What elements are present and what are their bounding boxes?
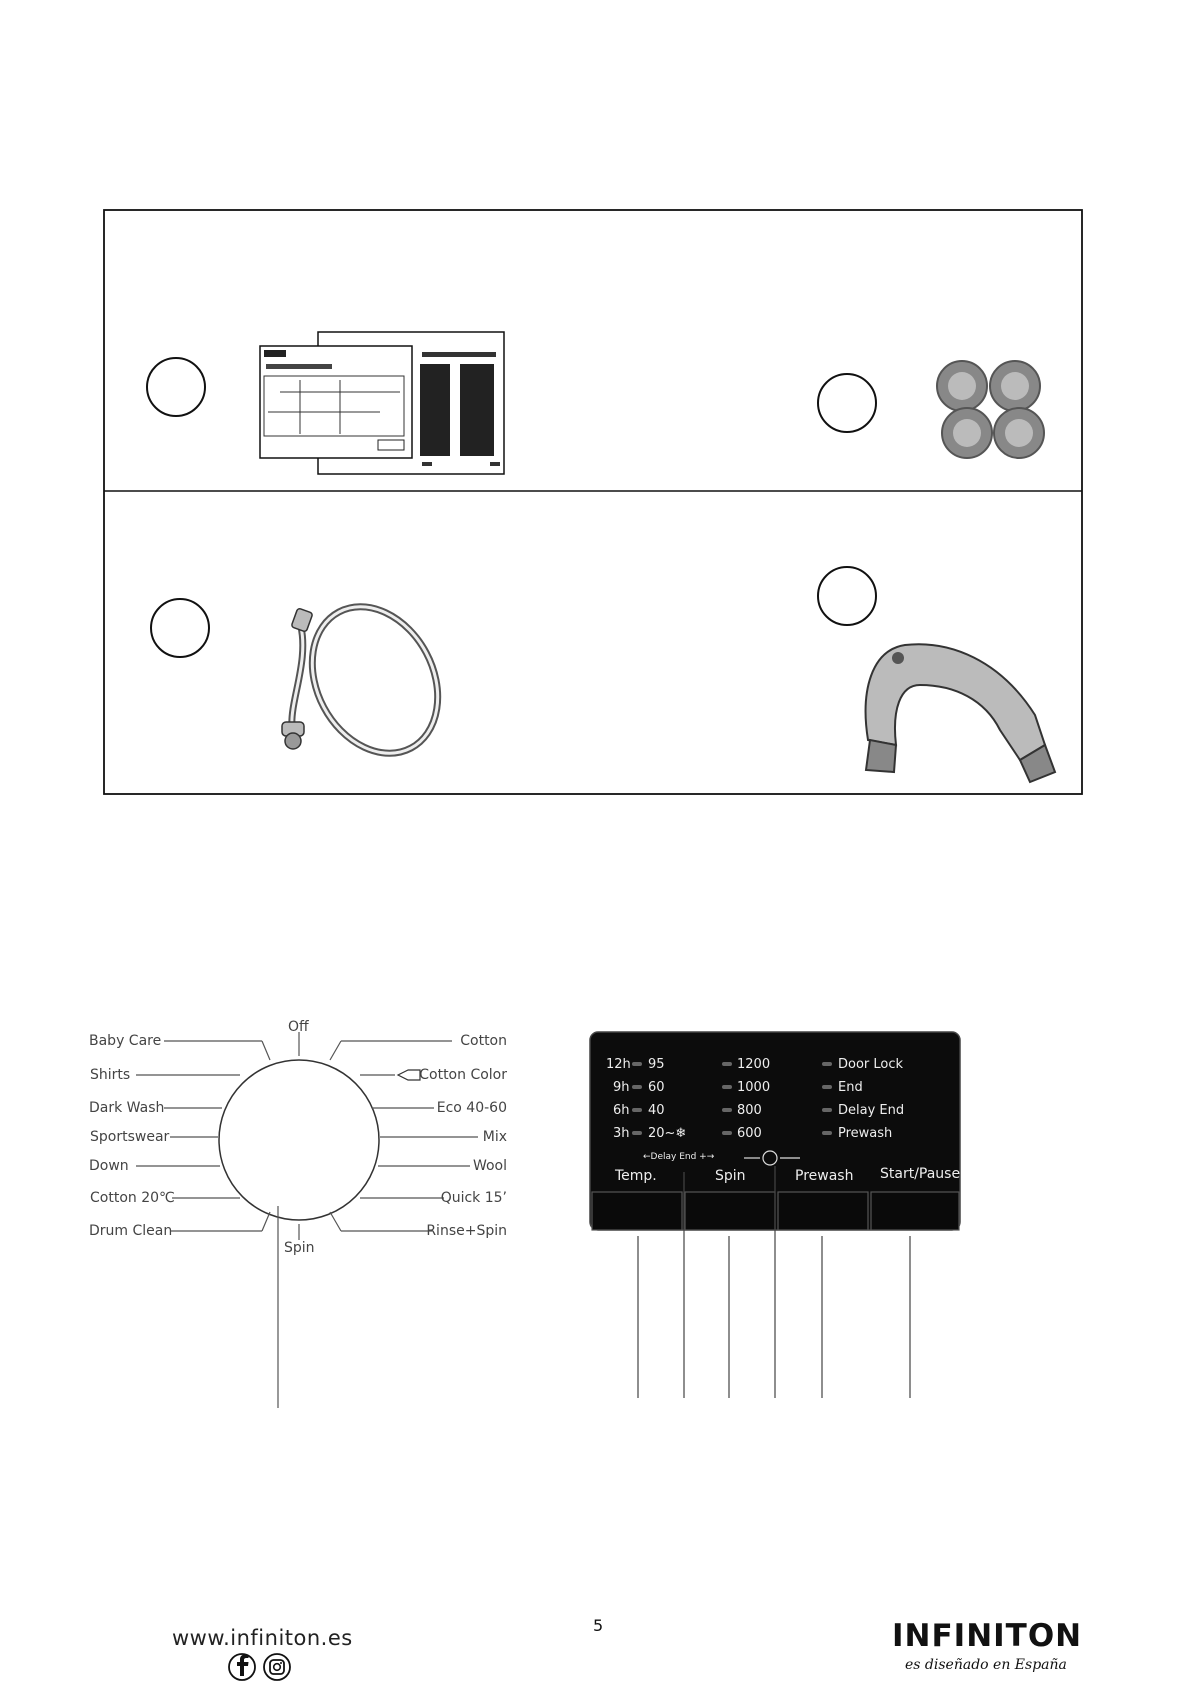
program-rinse-spin: Rinse+Spin: [426, 1223, 507, 1239]
delay-9h: 9h: [613, 1080, 630, 1095]
program-mix: Mix: [482, 1129, 507, 1145]
indicator-delay-end: Delay End: [838, 1103, 905, 1118]
dial-off-label: Off: [288, 1019, 309, 1035]
delay-12h: 12h: [606, 1057, 631, 1072]
prewash-button-label[interactable]: Prewash: [795, 1168, 854, 1184]
program-sportswear: Sportswear: [90, 1129, 170, 1145]
brand-logo: INFINITON: [892, 1618, 1083, 1654]
program-cotton-color: Cotton Color: [419, 1067, 507, 1083]
program-cotton: Cotton: [460, 1033, 507, 1049]
page-number: 5: [593, 1616, 604, 1635]
indicator-prewash: Prewash: [838, 1126, 893, 1141]
temp-40: 40: [648, 1103, 665, 1118]
spin-button-label[interactable]: Spin: [715, 1168, 746, 1184]
instagram-icon[interactable]: [264, 1654, 290, 1680]
delay-3h: 3h: [613, 1126, 630, 1141]
program-wool: Wool: [472, 1158, 507, 1174]
spin-1000: 1000: [737, 1080, 771, 1095]
delay-6h: 6h: [613, 1103, 630, 1118]
program-cotton-20: Cotton 20℃: [90, 1190, 175, 1206]
program-dark-wash: Dark Wash: [89, 1100, 165, 1116]
dial-spin-label: Spin: [284, 1240, 315, 1256]
brand-tagline: es diseñado en España: [905, 1657, 1067, 1673]
indicator-end: End: [838, 1080, 863, 1095]
spin-600: 600: [737, 1126, 762, 1141]
temp-60: 60: [648, 1080, 665, 1095]
spin-800: 800: [737, 1103, 762, 1118]
start-pause-button-label[interactable]: Start/Pause: [880, 1166, 961, 1182]
program-shirts: Shirts: [90, 1067, 131, 1083]
delay-end-caption: ←Delay End +→: [643, 1152, 715, 1162]
facebook-icon[interactable]: [229, 1654, 255, 1680]
temp-95: 95: [648, 1057, 665, 1072]
program-quick-15: Quick 15’: [440, 1190, 507, 1206]
program-baby-care: Baby Care: [89, 1033, 162, 1049]
program-eco-40-60: Eco 40-60: [436, 1100, 507, 1116]
website-url[interactable]: www.infiniton.es: [172, 1626, 353, 1650]
temp-button-label[interactable]: Temp.: [615, 1168, 657, 1184]
indicator-door-lock: Door Lock: [838, 1057, 904, 1072]
program-drum-clean: Drum Clean: [89, 1223, 173, 1239]
program-down: Down: [89, 1158, 129, 1174]
spin-1200: 1200: [737, 1057, 771, 1072]
temp-20-cold: 20~❄: [648, 1126, 687, 1141]
